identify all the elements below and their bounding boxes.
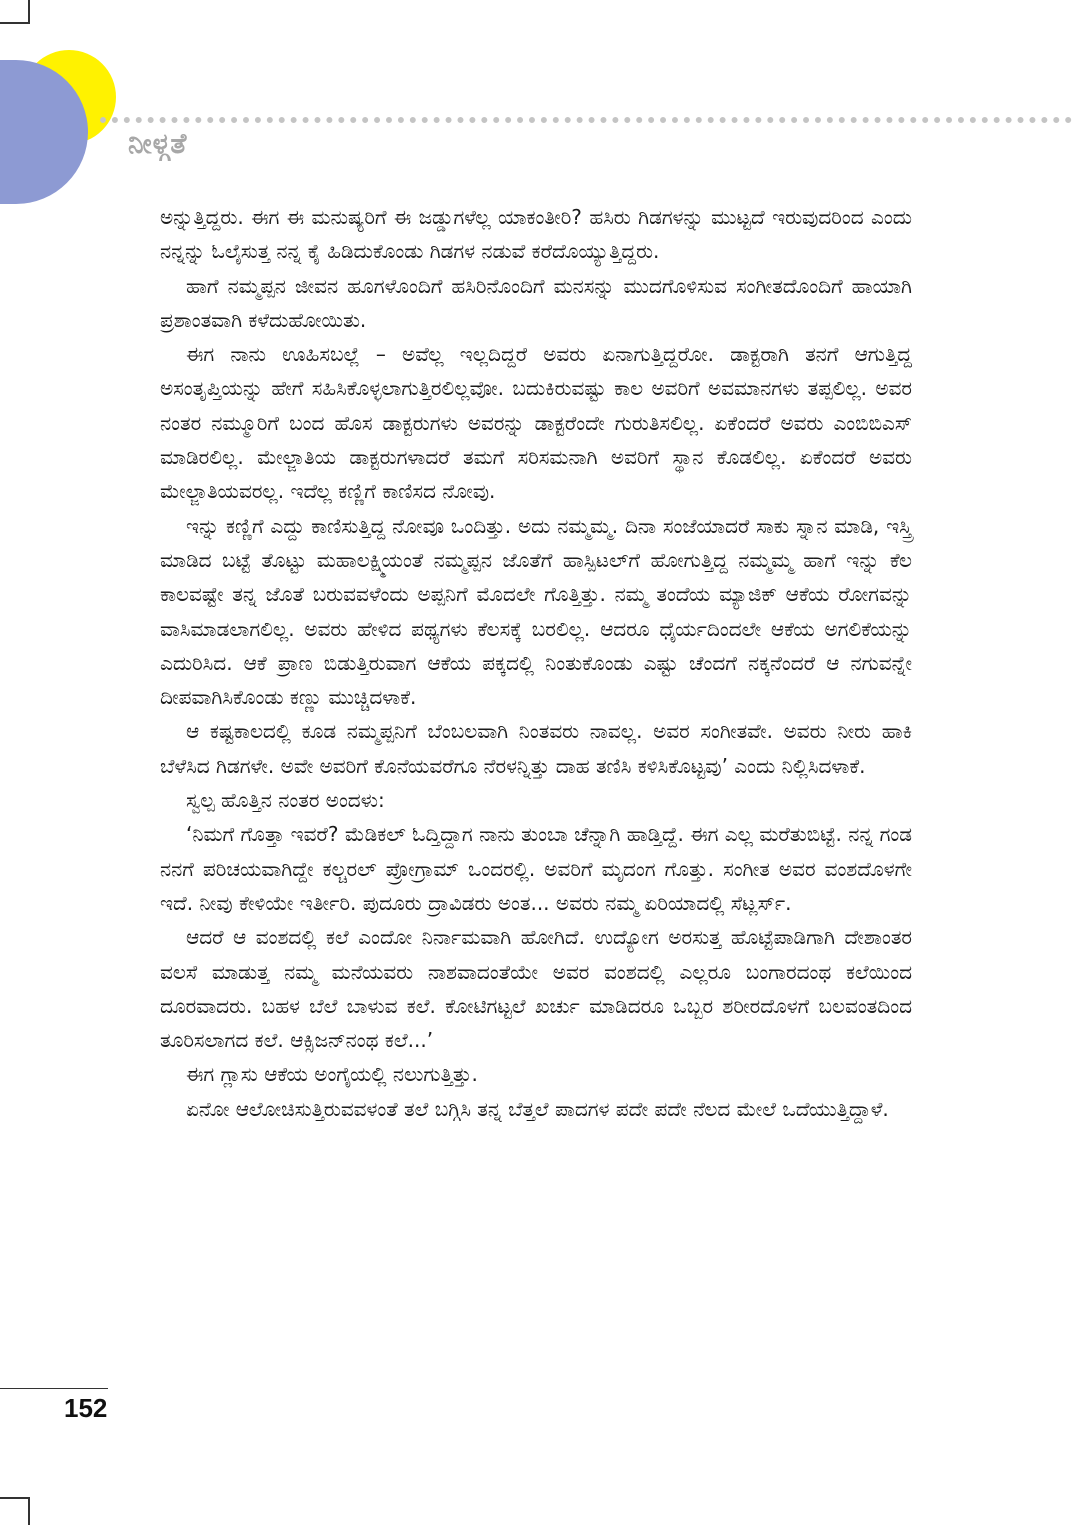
section-title: ನೀಳ್ಗತೆ [128, 127, 188, 160]
paragraph: ಏನೋ ಆಲೋಚಿಸುತ್ತಿರುವವಳಂತೆ ತಲೆ ಬಗ್ಗಿಸಿ ತನ್ನ ಬೆತ್ತಲೆ ಪಾದಗಳ ಪದೇ ಪದೇ ನೆಲದ ಮೇಲೆ ಒದೆಯುತ್ತಿದ್ದಾಳೆ. [186, 1096, 889, 1121]
paragraph: ಈಗ ಗ್ಲಾಸು ಆಕೆಯ ಅಂಗೈಯಲ್ಲಿ ನಲುಗುತ್ತಿತ್ತು. [186, 1062, 478, 1087]
crop-mark-bottom [0, 1497, 30, 1525]
paragraph: ಅನ್ನುತ್ತಿದ್ದರು. ಈಗ ಈ ಮನುಷ್ಯರಿಗೆ ಈ ಜಡ್ಡುಗಳೆಲ್ಲ ಯಾಕಂತೀರಿ? ಹಸಿರು ಗಿಡಗಳನ್ನು ಮುಟ್ಟದೆ ಇರುವುದರಿಂದ ಎಂದು ನನ್ನನ್ನು ಓಲೈಸುತ್ತ ನನ್ನ ಕೈ ಹಿಡಿದುಕೊಂಡು ಗಿಡಗಳ ನಡುವೆ ಕರೆದೊಯ್ಯುತ್ತಿದ್ದರು. [160, 205, 912, 264]
footer-rule [0, 1388, 108, 1389]
paragraph: ಸ್ವಲ್ಪ ಹೊತ್ತಿನ ನಂತರ ಅಂದಳು: [186, 788, 385, 813]
page-number: 152 [64, 1393, 108, 1423]
paragraph: ಈಗ ನಾನು ಊಹಿಸಬಲ್ಲೆ – ಅವೆಲ್ಲ ಇಲ್ಲದಿದ್ದರೆ ಅವರು ಏನಾಗುತ್ತಿದ್ದರೋ. ಡಾಕ್ಟರಾಗಿ ತನಗೆ ಆಗುತ್ತಿದ್ದ ಅಸಂತೃಪ್ತಿಯನ್ನು ಹೇಗೆ ಸಹಿಸಿಕೊಳ್ಳಲಾಗುತ್ತಿರಲಿಲ್ಲವೋ. ಬದುಕಿರುವಷ್ಟು ಕಾಲ ಅವರಿಗೆ ಅವಮಾನಗಳು ತಪ್ಪಲಿಲ್ಲ. ಅವರ ನಂತರ ನಮ್ಮೂರಿಗೆ ಬಂದ ಹೊಸ ಡಾಕ್ಟರುಗಳು ಅವರನ್ನು ಡಾಕ್ಟರೆಂದೇ ಗುರುತಿಸಲಿಲ್ಲ. ಏಕೆಂದರೆ ಅವರು ಎಂಬಿಬಿಎಸ್ ಮಾಡಿರಲಿಲ್ಲ. ಮೇಲ್ಜಾತಿಯ ಡಾಕ್ಟರುಗಳಾದರೆ ತಮಗೆ ಸರಿಸಮನಾಗಿ ಅವರಿಗೆ ಸ್ಥಾನ ಕೊಡಲಿಲ್ಲ. ಏಕೆಂದರೆ ಅವರು ಮೇಲ್ಜಾತಿಯವರಲ್ಲ. ಇದೆಲ್ಲ ಕಣ್ಣಿಗೆ ಕಾಣಿಸದ ನೋವು. [160, 342, 912, 504]
dotted-header-rule [100, 117, 1072, 123]
body-text [160, 200, 912, 1126]
paragraph: ಆದರೆ ಆ ವಂಶದಲ್ಲಿ ಕಲೆ ಎಂದೋ ನಿರ್ನಾಮವಾಗಿ ಹೋಗಿದೆ. ಉದ್ಯೋಗ ಅರಸುತ್ತ ಹೊಟ್ಟೆಪಾಡಿಗಾಗಿ ದೇಶಾಂತರ ವಲಸೆ ಮಾಡುತ್ತ ನಮ್ಮ ಮನೆಯವರು ನಾಶವಾದಂತೆಯೇ ಅವರ ವಂಶದಲ್ಲಿ ಎಲ್ಲರೂ ಬಂಗಾರದಂಥ ಕಲೆಯಿಂದ ದೂರವಾದರು. ಬಹಳ ಬೆಲೆ ಬಾಳುವ ಕಲೆ. ಕೋಟಿಗಟ್ಟಲೆ ಖರ್ಚು ಮಾಡಿದರೂ ಒಬ್ಬರ ಶರೀರದೊಳಗೆ ಬಲವಂತದಿಂದ ತೂರಿಸಲಾಗದ ಕಲೆ. ಆಕ್ಸಿಜನ್‌ನಂಥ ಕಲೆ...’ [160, 925, 912, 1053]
paragraph: ಇನ್ನು ಕಣ್ಣಿಗೆ ಎದ್ದು ಕಾಣಿಸುತ್ತಿದ್ದ ನೋವೂ ಒಂದಿತ್ತು. ಅದು ನಮ್ಮಮ್ಮ. ದಿನಾ ಸಂಜೆಯಾದರೆ ಸಾಕು ಸ್ನಾನ ಮಾಡಿ, ಇಸ್ತ್ರಿ ಮಾಡಿದ ಬಟ್ಟೆ ತೊಟ್ಟು ಮಹಾಲಕ್ಷ್ಮಿಯಂತೆ ನಮ್ಮಪ್ಪನ ಜೊತೆಗೆ ಹಾಸ್ಪಿಟಲ್‌ಗೆ ಹೋಗುತ್ತಿದ್ದ ನಮ್ಮಮ್ಮ ಹಾಗೆ ಇನ್ನು ಕೆಲ ಕಾಲವಷ್ಟೇ ತನ್ನ ಜೊತೆ ಬರುವವಳೆಂದು ಅಪ್ಪನಿಗೆ ಮೊದಲೇ ಗೊತ್ತಿತ್ತು. ನಮ್ಮ ತಂದೆಯ ಮ್ಯಾಜಿಕ್ ಆಕೆಯ ರೋಗವನ್ನು ವಾಸಿಮಾಡಲಾಗಲಿಲ್ಲ. ಅವರು ಹೇಳಿದ ಪಥ್ಯಗಳು ಕೆಲಸಕ್ಕೆ ಬರಲಿಲ್ಲ. ಆದರೂ ಧೈರ್ಯದಿಂದಲೇ ಆಕೆಯ ಅಗಲಿಕೆಯನ್ನು ಎದುರಿಸಿದ. ಆಕೆ ಪ್ರಾಣ ಬಿಡುತ್ತಿರುವಾಗ ಆಕೆಯ ಪಕ್ಕದಲ್ಲಿ ನಿಂತುಕೊಂಡು ಎಷ್ಟು ಚೆಂದಗೆ ನಕ್ಕನೆಂದರೆ ಆ ನಗುವನ್ನೇ ದೀಪವಾಗಿಸಿಕೊಂಡು ಕಣ್ಣು ಮುಚ್ಚಿದಳಾಕೆ. [160, 513, 912, 710]
paragraph: ಹಾಗೆ ನಮ್ಮಪ್ಪನ ಜೀವನ ಹೂಗಳೊಂದಿಗೆ ಹಸಿರಿನೊಂದಿಗೆ ಮನಸನ್ನು ಮುದಗೊಳಿಸುವ ಸಂಗೀತದೊಂದಿಗೆ ಹಾಯಾಗಿ ಪ್ರಶಾಂತವಾಗಿ ಕಳೆದುಹೋಯಿತು. [160, 273, 912, 332]
paragraph: ‘ನಿಮಗೆ ಗೊತ್ತಾ ಇವರೆ? ಮೆಡಿಕಲ್ ಓದ್ತಿದ್ದಾಗ ನಾನು ತುಂಬಾ ಚೆನ್ನಾಗಿ ಹಾಡ್ತಿದ್ದೆ. ಈಗ ಎಲ್ಲ ಮರೆತುಬಿಟ್ಟೆ. ನನ್ನ ಗಂಡ ನನಗೆ ಪರಿಚಯವಾಗಿದ್ದೇ ಕಲ್ಚರಲ್ ಪ್ರೋಗ್ರಾಮ್ ಒಂದರಲ್ಲಿ. ಅವರಿಗೆ ಮೃದಂಗ ಗೊತ್ತು. ಸಂಗೀತ ಅವರ ವಂಶದೊಳಗೇ ಇದೆ. ನೀವು ಕೇಳಿಯೇ ಇರ್ತೀರಿ. ಪುದೂರು ದ್ರಾವಿಡರು ಅಂತ... ಅವರು ನಮ್ಮ ಏರಿಯಾದಲ್ಲಿ ಸೆಟ್ಲರ್ಸ್. [160, 822, 912, 915]
crop-mark-top [0, 0, 30, 24]
paragraph: ಆ ಕಷ್ಟಕಾಲದಲ್ಲಿ ಕೂಡ ನಮ್ಮಪ್ಪನಿಗೆ ಬೆಂಬಲವಾಗಿ ನಿಂತವರು ನಾವಲ್ಲ. ಅವರ ಸಂಗೀತವೇ. ಅವರು ನೀರು ಹಾಕಿ ಬೆಳೆಸಿದ ಗಿಡಗಳೇ. ಅವೇ ಅವರಿಗೆ ಕೊನೆಯವರೆಗೂ ನೆರಳನ್ನಿತ್ತು ದಾಹ ತಣಿಸಿ ಕಳಿಸಿಕೊಟ್ಟವು’ ಎಂದು ನಿಲ್ಲಿಸಿದಳಾಕೆ. [160, 719, 912, 778]
